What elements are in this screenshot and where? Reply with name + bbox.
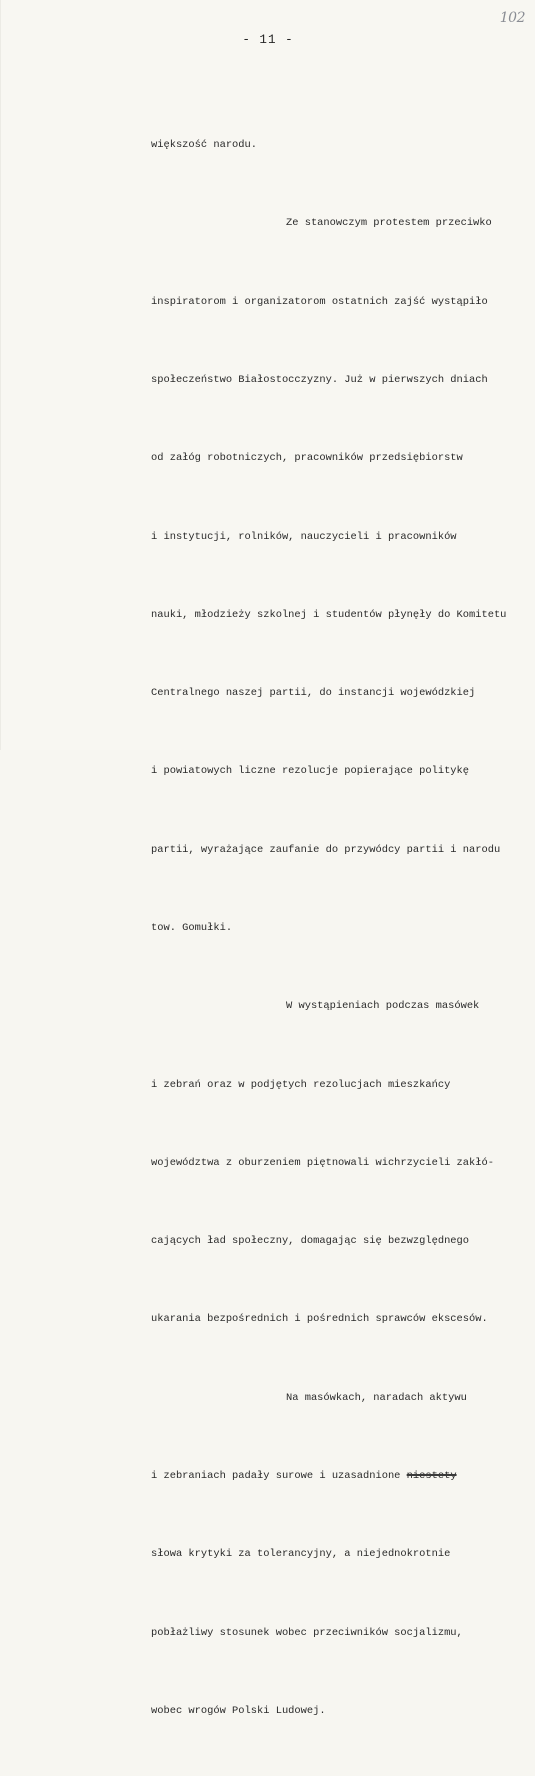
text-line: od załóg robotniczych, pracowników przedsiębiorstw [151,452,463,465]
text-line: inspiratorom i organizatorom ostatnich zajść wystąpiło [151,295,488,308]
text-line: pobłażliwy stosunek wobec przeciwników socjalizmu, [151,1626,463,1639]
text-line: województwa z oburzeniem piętnowali wichrzycieli zakłó- [151,1156,494,1169]
text-line: nauki, młodzieży szkolnej i studentów płynęły do Komitetu [151,608,507,621]
handwritten-folio-number: 102 [499,10,525,26]
text-line-with-strikeout [151,1463,526,1489]
text-fragment: i zebraniach padały surowe i uzasadnione [151,1469,401,1482]
text-line: cających ład społeczny, domagając się bezwzględnego [151,1235,470,1248]
paragraph-start-line: W wystąpieniach podczas masówek [286,1000,480,1013]
struck-word: niestety [406,1469,457,1482]
text-line: słowa krytyki za tolerancyjny, a niejednokrotnie [151,1548,451,1561]
text-line: i instytucji, rolników, nauczycieli i pracowników [151,530,457,543]
text-line: i powiatowych liczne rezolucje popierające politykę [151,765,470,778]
document-body [151,80,526,1776]
paragraph-start-line: Ze stanowczym protestem przeciwko [286,217,492,230]
text-line: Centralnego naszej partii, do instancji wojewódzkiej [151,687,476,700]
text-line: wobec wrogów Polski Ludowej. [151,1704,326,1717]
text-line: i zebrań oraz w podjętych rezolucjach mieszkańcy [151,1078,451,1091]
page-number: - 11 - [242,33,294,47]
text-line: społeczeństwo Białostocczyzny. Już w pierwszych dniach [151,374,488,387]
text-line: partii, wyrażające zaufanie do przywódcy partii i narodu [151,843,501,856]
text-line: ukarania bezpośrednich i pośrednich sprawców ekscesów. [151,1313,488,1326]
paragraph-start-line: Na masówkach, naradach aktywu [286,1391,467,1404]
text-line: większość narodu. [151,139,258,152]
text-line: tow. Gomułki. [151,922,233,934]
